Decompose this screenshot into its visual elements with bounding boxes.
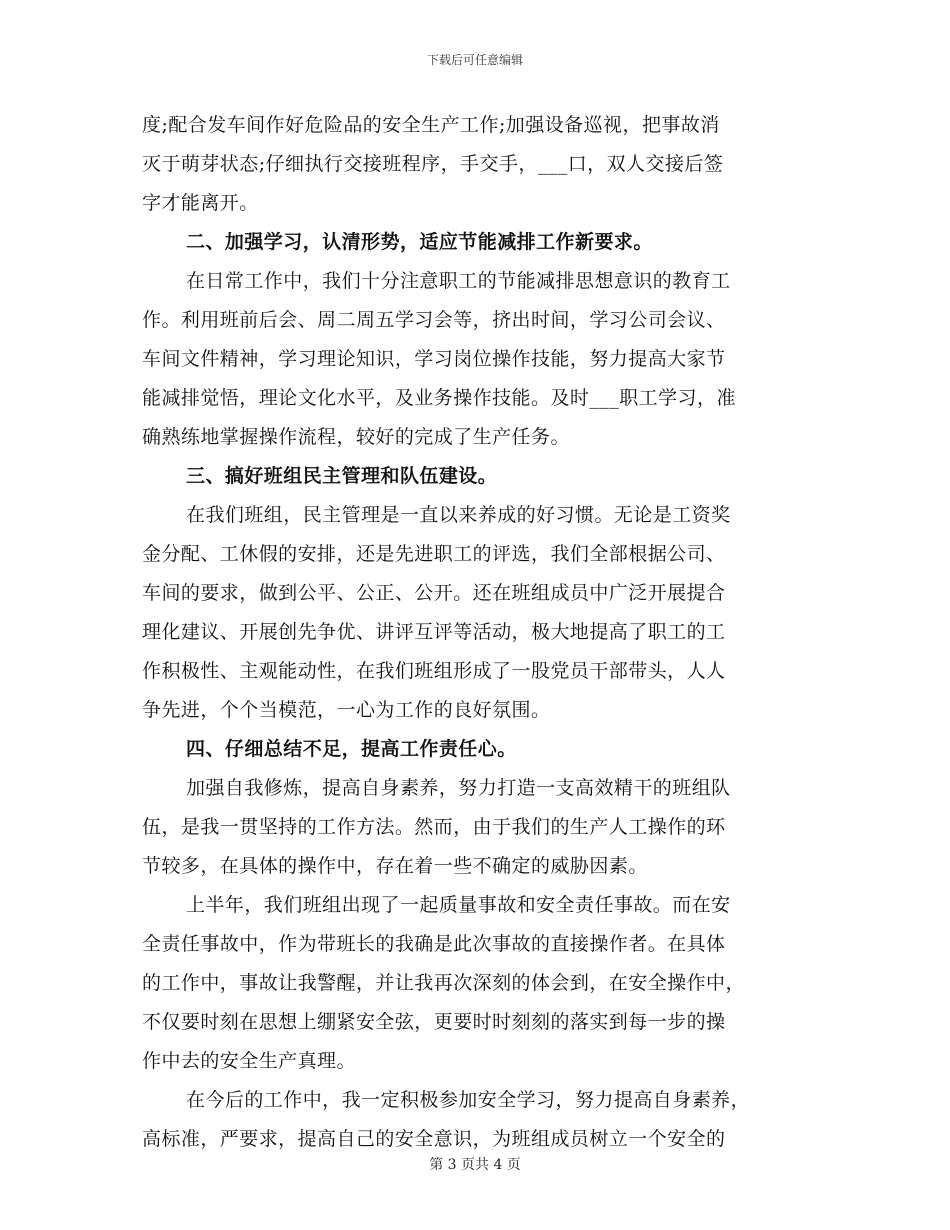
- body-text-line: 度;配合发车间作好危险品的安全生产工作;加强设备巡视，把事故消: [142, 114, 720, 136]
- body-text-line: 伍，是我一贯坚持的工作方法。然而，由于我们的生产人工操作的环: [142, 816, 726, 838]
- body-text-line: 确熟练地掌握操作流程，较好的完成了生产任务。: [142, 426, 570, 448]
- section-heading: 三、搞好班组民主管理和队伍建设。: [186, 465, 498, 487]
- body-text-line: 作积极性、主观能动性，在我们班组形成了一股党员干部带头，人人: [142, 660, 726, 682]
- body-text-line: 在今后的工作中，我一定积极参加安全学习，努力提高自身素养，: [186, 1089, 751, 1111]
- body-text-line: 全责任事故中，作为带班长的我确是此次事故的直接操作者。在具体: [142, 933, 726, 955]
- body-text-line: 在日常工作中，我们十分注意职工的节能减排思想意识的教育工: [186, 270, 731, 292]
- section-heading: 二、加强学习，认清形势，适应节能减排工作新要求。: [186, 231, 653, 253]
- body-text-line: 理化建议、开展创先争优、讲评互评等活动，极大地提高了职工的工: [142, 621, 726, 643]
- body-text-line: 加强自我修炼，提高自身素养，努力打造一支高效精干的班组队: [186, 777, 731, 799]
- page-header: 下载后可任意编辑: [426, 53, 523, 67]
- page-footer: 第 3 页共 4 页: [429, 1157, 521, 1173]
- body-text-line: 灭于萌芽状态;仔细执行交接班程序，手交手，___口，双人交接后签: [142, 153, 724, 175]
- body-text-line: 金分配、工休假的安排，还是先进职工的评选，我们全部根据公司、: [142, 543, 726, 565]
- body-text-line: 能减排觉悟，理论文化水平，及业务操作技能。及时___职工学习，准: [142, 387, 736, 409]
- body-text-line: 的工作中，事故让我警醒，并让我再次深刻的体会到，在安全操作中，: [142, 972, 745, 994]
- body-text-line: 在我们班组，民主管理是一直以来养成的好习惯。无论是工资奖: [186, 504, 731, 526]
- body-text-line: 争先进，个个当模范，一心为工作的良好氛围。: [142, 699, 551, 721]
- body-text-line: 作。利用班前后会、周二周五学习会等，挤出时间，学习公司会议、: [142, 309, 726, 331]
- body-text-line: 作中去的安全生产真理。: [142, 1050, 356, 1072]
- document-body: [142, 106, 814, 1159]
- section-heading: 四、仔细总结不足，提高工作责任心。: [186, 738, 517, 760]
- body-text-line: 不仅要时刻在思想上绷紧安全弦，更要时时刻刻的落实到每一步的操: [142, 1011, 726, 1033]
- body-text-line: 车间文件精神，学习理论知识，学习岗位操作技能，努力提高大家节: [142, 348, 726, 370]
- body-text-line: 高标准，严要求，提高自己的安全意识，为班组成员树立一个安全的: [142, 1128, 726, 1150]
- body-text-line: 节较多，在具体的操作中，存在着一些不确定的威胁因素。: [142, 855, 648, 877]
- body-text-line: 字才能离开。: [142, 192, 259, 214]
- body-text-line: 上半年，我们班组出现了一起质量事故和安全责任事故。而在安: [186, 894, 731, 916]
- body-text-line: 车间的要求，做到公平、公正、公开。还在班组成员中广泛开展提合: [142, 582, 726, 604]
